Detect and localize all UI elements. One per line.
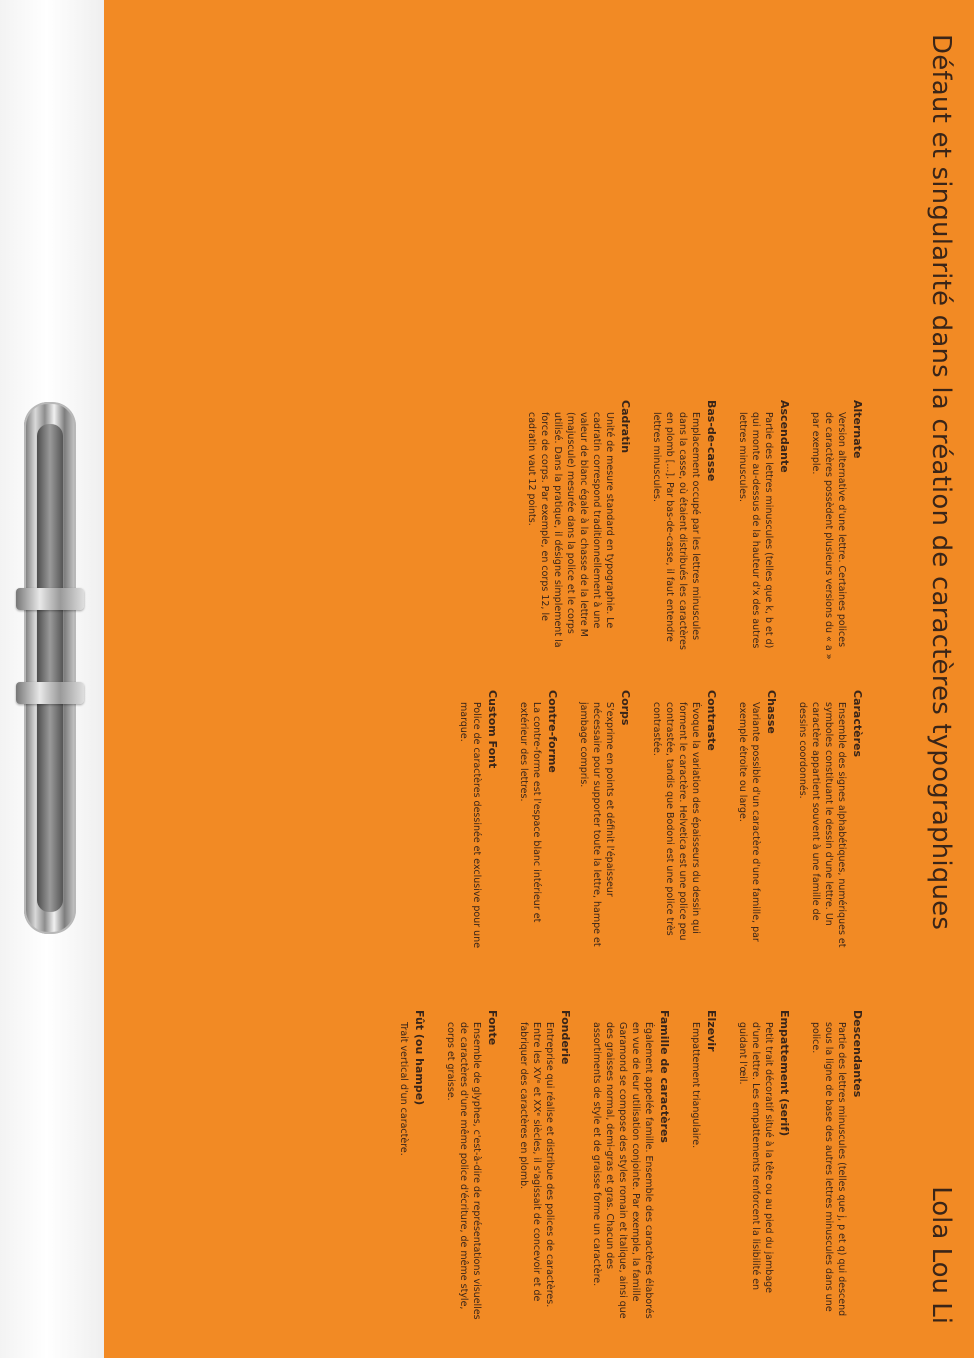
glossary-column-1 [507,400,864,660]
glossary-entry [809,400,864,660]
glossary-term: Contre-forme [546,690,559,773]
glossary-definition: Trait vertical d'un caractère. [398,1022,409,1156]
glossary-definition: Version alternative d'une lettre. Certaines polices de caractères possèdent plusieurs versions du « a » par exemple. [810,412,847,660]
glossary-term: Elzevir [705,1010,718,1052]
glossary-term: Descendantes [851,1010,864,1098]
glossary-term: Empattement (serif) [778,1010,791,1137]
glossary-definition: S'exprime en points et définit l'épaisseur nécessaire pour supporter toute la lettre, hampe et jambage compris. [578,702,615,947]
glossary-term: Caractères [851,690,864,758]
glossary-definition: Évoque la variation des épaisseurs du dessin qui forment le caractère. Helvetica est une police peu contrastée, tandis que Bodoni est une police très contrastée. [651,702,701,941]
glossary-definition: Entreprise qui réalise et distribue des polices de caractères. Entre les XVᵉ et XXᵉ siècles, il s'agissait de concevoir et de fabriquer des caractères en plomb. [518,1022,555,1308]
glossary-entry [590,1010,671,1320]
glossary-definition: Empattement triangulaire. [690,1022,701,1149]
glossary-entry [689,1010,718,1320]
binder-clip[interactable] [16,402,84,934]
glossary-entry [577,690,632,950]
glossary-term: Famille de caractères [658,1010,671,1143]
glossary-term: Cadratin [619,400,632,454]
glossary-entry [517,690,559,950]
glossary-definition: Emplacement occupé par les lettres minuscules dans la casse, où étaient distribués les caractères en plomb [...]. Par bas-de-casse, il faut entendre lettres minuscules. [651,412,701,650]
glossary-entry [444,1010,499,1320]
orange-sheet [104,0,974,1358]
glossary-term: Fonte [486,1010,499,1046]
glossary-term: Custom Font [486,690,499,769]
clip-band-upper [16,588,84,610]
glossary-term: Chasse [765,690,778,734]
glossary-term: Corps [619,690,632,726]
glossary-term: Alternate [851,400,864,459]
clip-channel [37,424,63,912]
glossary-term: Fût (ou hampe) [413,1010,426,1106]
glossary-definition: Également appelée famille. Ensemble des caractères élaborés en vue de leur utilisation conjointe. Par exemple, la famille Garamond se compose des styles romain et italique, ainsi que des graisses normal, demi-gras et gras. Chacun des assortiments de style et de graisse forme un caractère. [591,1022,654,1319]
glossary-definition: Police de caractères dessinée et exclusive pour une marque. [458,702,482,949]
glossary-entry [736,690,778,950]
glossary-term: Ascendante [778,400,791,473]
glossary-entry [736,400,791,660]
glossary-entry [650,400,718,660]
glossary-definition: Ensemble des signes alphabétiques, numériques et symboles constituant le dessin d'une lettre. Un caractère appartient souvent à une famille de dessins coordonnés. [797,702,847,948]
glossary-term: Contraste [705,690,718,751]
glossary-term: Fonderie [559,1010,572,1065]
glossary-term: Bas-de-casse [705,400,718,482]
glossary-definition: Partie des lettres minuscules (telles que j, p et q) qui descend sous la ligne de base des autres lettres minuscules dans une police. [810,1022,847,1317]
clip-band-lower [16,682,84,704]
glossary-entry [517,1010,572,1320]
glossary-column-3 [379,1010,864,1320]
author-name: Lola Lou Li [926,1186,956,1324]
glossary-entry [650,690,718,950]
glossary-entry [809,1010,864,1320]
glossary-definition: Partie des lettres minuscules (telles que k, b et d) qui monte au-dessus de la hauteur d'x des autres lettres minuscules. [737,412,774,649]
glossary-definition: Ensemble de glyphes, c'est-à-dire de représentations visuelles de caractères d'une même police d'écriture, de même style, corps et graisse. [445,1022,482,1320]
page-title: Défaut et singularité dans la création de caractères typographiques [926,34,956,931]
glossary-entry [397,1010,426,1320]
glossary-column-2 [439,690,864,950]
glossary-definition: Petit trait décoratif situé à la tête ou au pied du jambage d'une lettre. Les empattements renforcent la lisibilité en guidant l'œil. [737,1022,774,1294]
glossary-definition: Variante possible d'un caractère d'une famille, par exemple étroite ou large. [737,702,761,942]
glossary-definition: Unité de mesure standard en typographie. Le cadratin correspond traditionnellement à une valeur de blanc égale à la chasse de la lettre M (majuscule) mesurée dans la police et le corps utilisé. Dans la pratique, il désigne simplement la force de corps. Par exemple, en corps 12, le cadratin vaut 12 points. [526,412,615,648]
glossary-definition: La contre-forme est l'espace blanc intérieur et extérieur des lettres. [518,702,542,923]
glossary-entry [796,690,864,950]
glossary-entry [457,690,499,950]
glossary-entry [736,1010,791,1320]
rotated-page [104,0,974,1358]
glossary-entry [525,400,632,660]
